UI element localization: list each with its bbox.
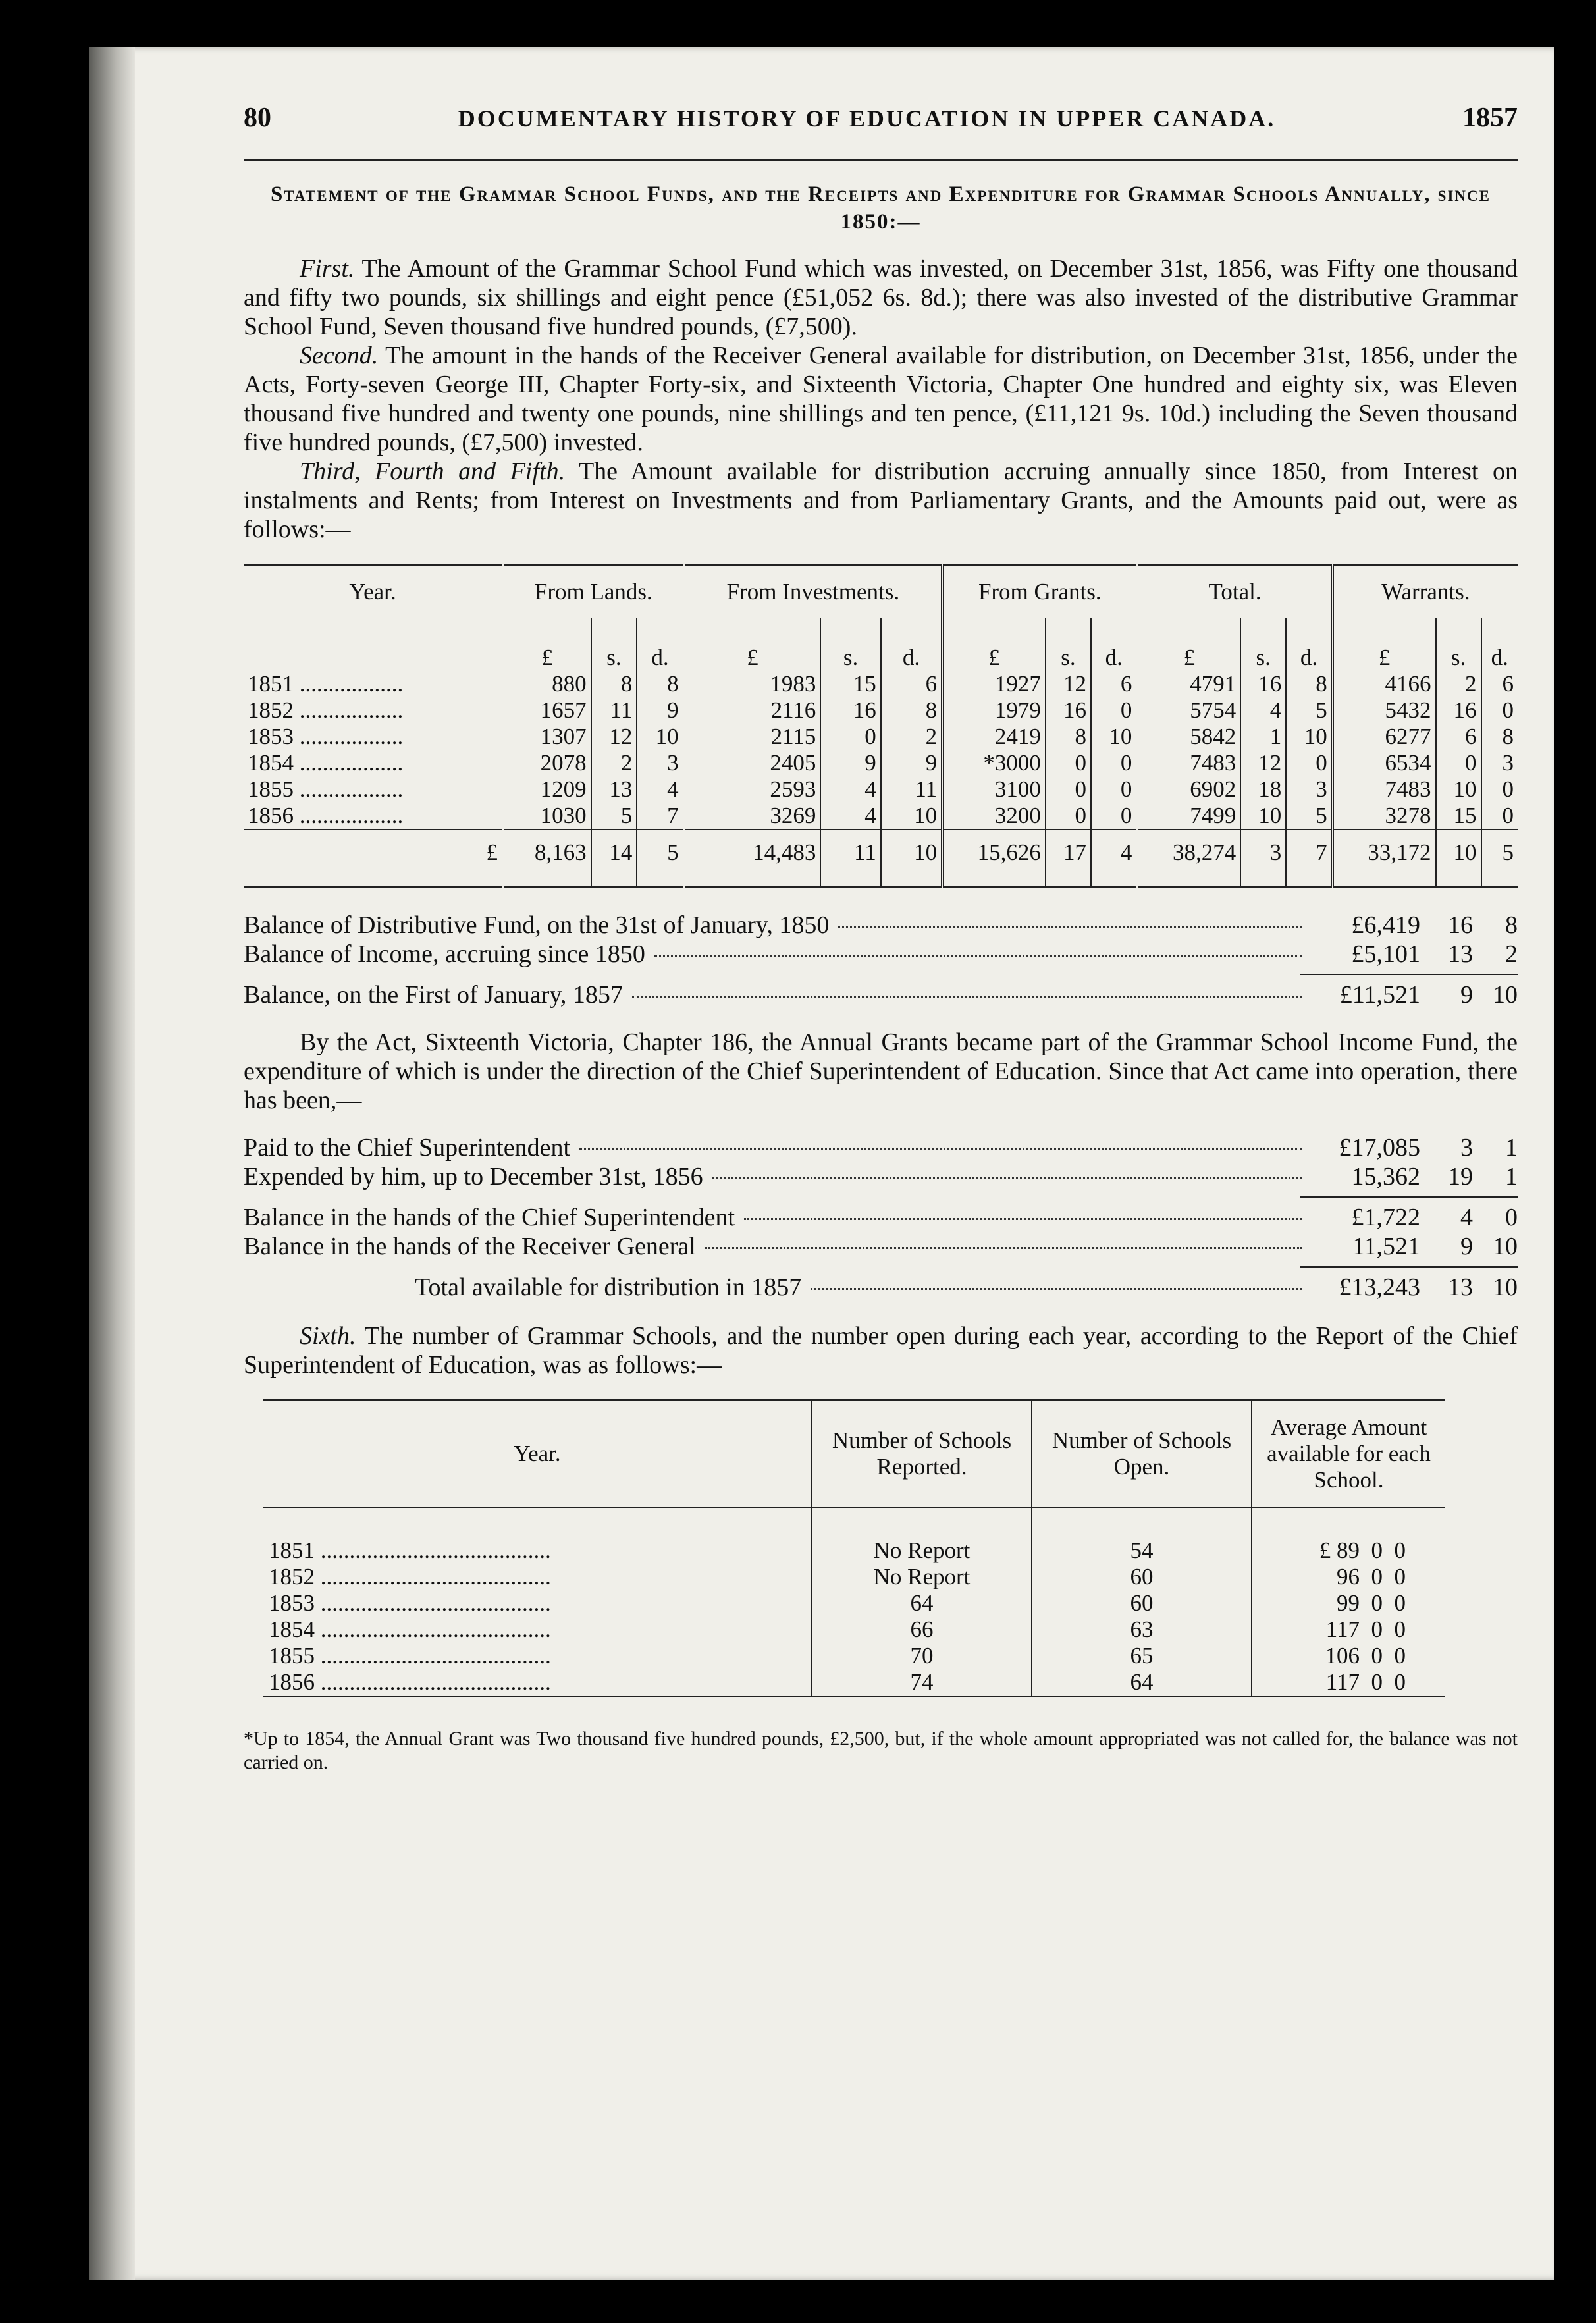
schools-table: [263, 1399, 1445, 1697]
table-row: [244, 750, 1518, 776]
cell-open: 63: [1032, 1616, 1252, 1643]
cell-pence: 0: [1481, 776, 1518, 803]
cell-pounds: 6277: [1333, 724, 1436, 750]
cell-pounds: 6534: [1333, 750, 1436, 776]
cell-open: 54: [1032, 1507, 1252, 1564]
unit-label: d.: [1286, 618, 1332, 671]
table-row: [244, 776, 1518, 803]
cell-pounds: 7483: [1333, 776, 1436, 803]
leader-dots: [705, 1247, 1302, 1249]
cell-pence: 9: [637, 697, 683, 724]
cell-pounds: 7483: [1137, 750, 1240, 776]
payment-pounds: 15,362: [1351, 1163, 1420, 1190]
cell-pounds: 5842: [1137, 724, 1240, 750]
cell-shillings: 12: [1240, 750, 1286, 776]
cell-shillings: 10: [1436, 776, 1481, 803]
total-pounds: 15,626: [942, 830, 1046, 887]
col-warrants-header: Warrants.: [1333, 565, 1518, 619]
cell-shillings: 6: [1436, 724, 1481, 750]
table-row: [244, 697, 1518, 724]
unit-label: d.: [1091, 618, 1137, 671]
row-year: 1853 ........................................: [269, 1590, 551, 1616]
cell-pounds: 4791: [1137, 671, 1240, 697]
balance-row: [244, 911, 1518, 940]
payment-shillings: 19: [1448, 1163, 1473, 1190]
row-year: 1856 ........................................: [269, 1669, 551, 1695]
col-lands-header: From Lands.: [503, 565, 684, 619]
cell-open: 60: [1032, 1590, 1252, 1616]
cell-pence: 8: [1481, 724, 1518, 750]
cell-pence: 0: [1481, 803, 1518, 830]
cell-shillings: 16: [820, 697, 880, 724]
payment-pounds: £17,085: [1339, 1134, 1420, 1162]
cell-shillings: 0: [820, 724, 880, 750]
cell-reported: 74: [812, 1669, 1032, 1697]
cell-pence: 5: [1286, 697, 1332, 724]
payment-pence: 1: [1505, 1134, 1518, 1162]
footnote: *Up to 1854, the Annual Grant was Two thousand five hundred pounds, £2,500, but, if the whole amount appropriated was not called for, the balance was not carried on.: [244, 1728, 1518, 1773]
payment-shillings: 4: [1460, 1204, 1473, 1231]
payment-row: [244, 1232, 1518, 1261]
cell-pounds: 1983: [684, 671, 821, 697]
cell-pence: 2: [881, 724, 942, 750]
unit-label: d.: [881, 618, 942, 671]
cell-shillings: 8: [1046, 724, 1091, 750]
cell-reported: No Report: [812, 1507, 1032, 1564]
unit-label: £: [684, 618, 821, 671]
row-year: 1851 ..................: [248, 671, 404, 697]
cell-pounds: 6902: [1137, 776, 1240, 803]
paragraph-third: [244, 457, 1518, 544]
second-label: Second.: [300, 342, 379, 369]
balance-label: Balance, on the First of January, 1857: [244, 981, 623, 1009]
cell-open: 65: [1032, 1643, 1252, 1669]
cell-shillings: 8: [591, 671, 637, 697]
col-total-header: Total.: [1137, 565, 1332, 619]
unit-label: s.: [1436, 618, 1481, 671]
row-year: 1852 ........................................: [269, 1564, 551, 1589]
total-pounds: 33,172: [1333, 830, 1436, 887]
payment-pence: 1: [1505, 1163, 1518, 1190]
cell-shillings: 16: [1046, 697, 1091, 724]
row-year: 1854 ..................: [248, 750, 404, 776]
cell-reported: 66: [812, 1616, 1032, 1643]
total-shillings: 17: [1046, 830, 1091, 887]
balance-pence: 10: [1493, 981, 1518, 1009]
cell-pence: 0: [1091, 803, 1137, 830]
cell-average: 117 0 0: [1252, 1616, 1445, 1643]
receipts-header-row: [244, 565, 1518, 619]
cell-average: 99 0 0: [1252, 1590, 1445, 1616]
cell-open: 60: [1032, 1564, 1252, 1590]
payment-shillings: 9: [1460, 1233, 1473, 1260]
leader-dots: [579, 1148, 1302, 1150]
payment-pounds: £13,243: [1339, 1273, 1420, 1301]
cell-pounds: 3200: [942, 803, 1046, 830]
col-investments-header: From Investments.: [684, 565, 942, 619]
schools-header-row: [263, 1401, 1445, 1508]
cell-pounds: 3100: [942, 776, 1046, 803]
cell-pounds: 5432: [1333, 697, 1436, 724]
cell-shillings: 15: [1436, 803, 1481, 830]
total-pence: 5: [637, 830, 683, 887]
cell-shillings: 1: [1240, 724, 1286, 750]
cell-pence: 0: [1481, 697, 1518, 724]
page-number: 80: [244, 103, 271, 133]
balance-pence: 2: [1505, 940, 1518, 968]
table-row: [263, 1590, 1445, 1616]
col-grants-header: From Grants.: [942, 565, 1137, 619]
cell-pounds: 5754: [1137, 697, 1240, 724]
cell-average: £ 89 0 0: [1252, 1507, 1445, 1564]
total-pounds: 38,274: [1137, 830, 1240, 887]
cell-pence: 10: [881, 803, 942, 830]
cell-pounds: 7499: [1137, 803, 1240, 830]
paragraph-first: [244, 254, 1518, 341]
cell-shillings: 0: [1046, 776, 1091, 803]
row-year: 1855 ..................: [248, 776, 404, 802]
payment-shillings: 3: [1460, 1134, 1473, 1162]
payment-row: [244, 1133, 1518, 1162]
cell-pence: 8: [1286, 671, 1332, 697]
payment-shillings: 13: [1448, 1273, 1473, 1301]
running-header: [244, 102, 1518, 134]
cell-shillings: 10: [1240, 803, 1286, 830]
schools-body: [263, 1507, 1445, 1697]
row-year: 1852 ..................: [248, 697, 404, 723]
payment-label: Balance in the hands of the Chief Superintendent: [244, 1204, 735, 1231]
cell-shillings: 15: [820, 671, 880, 697]
cell-shillings: 0: [1436, 750, 1481, 776]
unit-label: s.: [1046, 618, 1091, 671]
col-year-header: Year.: [349, 579, 396, 604]
cell-shillings: 2: [1436, 671, 1481, 697]
cell-pence: 10: [1286, 724, 1332, 750]
cell-pounds: 2115: [684, 724, 821, 750]
page-edge: [89, 47, 135, 2280]
unit-label: s.: [1240, 618, 1286, 671]
leader-dots: [712, 1177, 1302, 1179]
unit-label: £: [503, 618, 591, 671]
payment-row: [244, 1203, 1518, 1232]
cell-shillings: 0: [1046, 803, 1091, 830]
sixth-text: The number of Grammar Schools, and the number open during each year, according to the Report of the Chief Superintendent of Education, was as follows:—: [244, 1322, 1518, 1379]
sum-rule: [1300, 974, 1518, 975]
receipts-table: [244, 564, 1518, 888]
cell-pence: 11: [881, 776, 942, 803]
unit-label: d.: [637, 618, 683, 671]
unit-label: £: [1333, 618, 1436, 671]
balance-shillings: 9: [1460, 981, 1473, 1009]
unit-label: £: [1137, 618, 1240, 671]
total-pounds: 14,483: [684, 830, 821, 887]
cell-pence: 4: [637, 776, 683, 803]
leader-dots: [811, 1288, 1302, 1290]
cell-pounds: 2078: [503, 750, 591, 776]
cell-pounds: 1979: [942, 697, 1046, 724]
payment-row: [244, 1273, 1518, 1302]
row-year: 1856 ..................: [248, 803, 404, 828]
total-shillings: 14: [591, 830, 637, 887]
cell-average: 106 0 0: [1252, 1643, 1445, 1669]
col-open-header: Number of Schools Open.: [1032, 1401, 1252, 1508]
balance-shillings: 16: [1448, 911, 1473, 939]
balance-pence: 8: [1505, 911, 1518, 939]
col-reported-header: Number of Schools Reported.: [812, 1401, 1032, 1508]
totals-label: £: [244, 830, 503, 887]
payment-pounds: 11,521: [1352, 1233, 1420, 1260]
totals-row: [244, 830, 1518, 887]
table-row: [263, 1564, 1445, 1590]
cell-shillings: 9: [820, 750, 880, 776]
balance-shillings: 13: [1448, 940, 1473, 968]
cell-pence: 0: [1091, 697, 1137, 724]
sixth-label: Sixth.: [300, 1322, 356, 1350]
row-year: 1853 ..................: [248, 724, 404, 749]
cell-shillings: 5: [591, 803, 637, 830]
cell-shillings: 2: [591, 750, 637, 776]
cell-pence: 6: [1481, 671, 1518, 697]
balance-pounds: £6,419: [1351, 911, 1420, 939]
header-rule: [244, 159, 1518, 161]
cell-pence: 3: [637, 750, 683, 776]
cell-pence: 10: [637, 724, 683, 750]
cell-pounds: 1209: [503, 776, 591, 803]
col-average-header: Average Amount available for each School.: [1252, 1401, 1445, 1508]
payment-pence: 0: [1505, 1204, 1518, 1231]
total-pence: 10: [881, 830, 942, 887]
table-row: [263, 1507, 1445, 1564]
row-year: 1854 ........................................: [269, 1616, 551, 1642]
table-row: [263, 1669, 1445, 1697]
total-pence: 4: [1091, 830, 1137, 887]
payment-label: Paid to the Chief Superintendent: [244, 1134, 571, 1162]
cell-shillings: 11: [591, 697, 637, 724]
balance-row: [244, 940, 1518, 969]
col-year-header: Year.: [263, 1401, 812, 1508]
third-label: Third, Fourth and Fifth.: [300, 458, 566, 485]
cell-pounds: 2116: [684, 697, 821, 724]
unit-label: £: [942, 618, 1046, 671]
cell-shillings: 12: [1046, 671, 1091, 697]
units-row: [244, 618, 1518, 671]
cell-pence: 0: [1286, 750, 1332, 776]
sum-rule: [1300, 1266, 1518, 1268]
cell-pence: 5: [1286, 803, 1332, 830]
first-label: First.: [300, 255, 355, 282]
leader-dots: [654, 955, 1302, 957]
page-content: [244, 63, 1518, 1775]
cell-pounds: 3278: [1333, 803, 1436, 830]
cell-pence: 9: [881, 750, 942, 776]
cell-shillings: 4: [1240, 697, 1286, 724]
cell-pence: 3: [1481, 750, 1518, 776]
balance-label: Balance of Distributive Fund, on the 31st of January, 1850: [244, 911, 830, 939]
leader-dots: [744, 1218, 1302, 1220]
table-row: [263, 1616, 1445, 1643]
balance-pounds: £11,521: [1339, 981, 1420, 1009]
cell-pounds: 1030: [503, 803, 591, 830]
cell-shillings: 16: [1436, 697, 1481, 724]
unit-label: s.: [591, 618, 637, 671]
balances-section: [244, 911, 1518, 1302]
cell-pence: 0: [1091, 750, 1137, 776]
balance-row: [244, 980, 1518, 1009]
payment-label: Expended by him, up to December 31st, 1856: [244, 1163, 703, 1190]
cell-pounds: *3000: [942, 750, 1046, 776]
cell-pence: 10: [1091, 724, 1137, 750]
table-row: [244, 724, 1518, 750]
cell-pence: 6: [1091, 671, 1137, 697]
cell-pence: 8: [881, 697, 942, 724]
cell-pence: 3: [1286, 776, 1332, 803]
intro-paragraphs: [244, 254, 1518, 544]
act-paragraph: By the Act, Sixteenth Victoria, Chapter 186, the Annual Grants became part of the Grammar School Income Fund, the expenditure of which is under the direction of the Chief Superintendent of Education. Since that Act came into operation, there has been,—: [244, 1028, 1518, 1114]
balance-label: Balance of Income, accruing since 1850: [244, 940, 645, 968]
cell-pounds: 2419: [942, 724, 1046, 750]
cell-reported: 70: [812, 1643, 1032, 1669]
cell-shillings: 0: [1046, 750, 1091, 776]
third-text: The Amount available for distribution accruing annually since 1850, from Interest on instalments and Rents; from Interest on Investments and from Parliamentary Grants, and the Amounts paid out, were as follows:—: [244, 458, 1518, 543]
cell-pounds: 1927: [942, 671, 1046, 697]
payment-row: [244, 1162, 1518, 1191]
unit-label: d.: [1481, 618, 1518, 671]
statement-heading: Statement of the Grammar School Funds, and the Receipts and Expenditure for Grammar Schools Annually, since 1850:—: [271, 182, 1491, 234]
cell-pence: 7: [637, 803, 683, 830]
cell-shillings: 13: [591, 776, 637, 803]
payment-pence: 10: [1493, 1273, 1518, 1301]
cell-shillings: 12: [591, 724, 637, 750]
row-year: 1851 ........................................: [269, 1537, 551, 1563]
cell-open: 64: [1032, 1669, 1252, 1697]
cell-pounds: 2593: [684, 776, 821, 803]
total-pence: 7: [1286, 830, 1332, 887]
cell-average: 96 0 0: [1252, 1564, 1445, 1590]
row-year: 1855 ........................................: [269, 1643, 551, 1669]
cell-reported: 64: [812, 1590, 1032, 1616]
leader-dots: [632, 996, 1302, 998]
cell-pounds: 4166: [1333, 671, 1436, 697]
cell-pounds: 1657: [503, 697, 591, 724]
header-year: 1857: [1462, 103, 1518, 133]
payment-pence: 10: [1493, 1233, 1518, 1260]
cell-pence: 0: [1091, 776, 1137, 803]
total-pounds: 8,163: [503, 830, 591, 887]
cell-shillings: 4: [820, 803, 880, 830]
unit-label: s.: [820, 618, 880, 671]
paragraph-sixth: [244, 1322, 1518, 1379]
paragraph-second: [244, 341, 1518, 457]
payment-pounds: £1,722: [1351, 1204, 1420, 1231]
cell-pounds: 880: [503, 671, 591, 697]
cell-pounds: 2405: [684, 750, 821, 776]
cell-shillings: 4: [820, 776, 880, 803]
receipts-body: [244, 618, 1518, 887]
total-shillings: 10: [1436, 830, 1481, 887]
balance-pounds: £5,101: [1351, 940, 1420, 968]
units-spacer: [244, 618, 503, 671]
running-title: DOCUMENTARY HISTORY OF EDUCATION IN UPPER CANADA.: [458, 105, 1276, 132]
payment-label: Total available for distribution in 1857: [415, 1273, 802, 1301]
cell-pence: 6: [881, 671, 942, 697]
total-shillings: 11: [820, 830, 880, 887]
total-pence: 5: [1481, 830, 1518, 887]
leader-dots: [838, 926, 1302, 928]
table-row: [263, 1643, 1445, 1669]
first-text: The Amount of the Grammar School Fund which was invested, on December 31st, 1856, was Fifty one thousand and fifty two pounds, six shillings and eight pence (£51,052 6s. 8d.); there was also invested of the distributive Grammar School Fund, Seven thousand five hundred pounds, (£7,500).: [244, 255, 1518, 340]
cell-reported: No Report: [812, 1564, 1032, 1590]
sum-rule: [1300, 1196, 1518, 1198]
second-text: The amount in the hands of the Receiver General available for distribution, on December 31st, 1856, under the Acts, Forty-seven George III, Chapter Forty-six, and Sixteenth Victoria, Chapter One hundred and eighty six, was Eleven thousand five hundred and twenty one pounds, nine shillings and ten pence, (£11,121 9s. 10d.) including the Seven thousand five hundred pounds, (£7,500) invested.: [244, 342, 1518, 456]
payment-label: Balance in the hands of the Receiver General: [244, 1233, 696, 1260]
table-row: [244, 671, 1518, 697]
cell-pounds: 1307: [503, 724, 591, 750]
cell-average: 117 0 0: [1252, 1669, 1445, 1697]
cell-shillings: 18: [1240, 776, 1286, 803]
cell-pounds: 3269: [684, 803, 821, 830]
table-row: [244, 803, 1518, 830]
total-shillings: 3: [1240, 830, 1286, 887]
cell-pence: 8: [637, 671, 683, 697]
cell-shillings: 16: [1240, 671, 1286, 697]
